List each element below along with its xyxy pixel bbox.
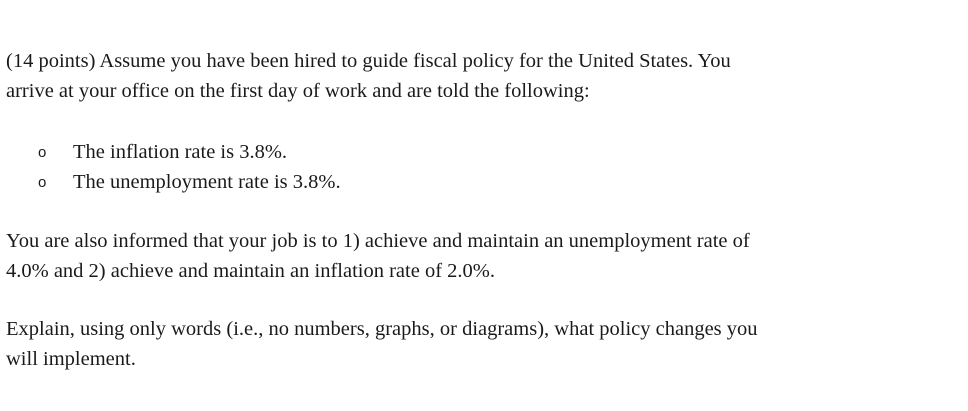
goals-line-2: 4.0% and 2) achieve and maintain an inflation rate of 2.0%. <box>6 260 495 282</box>
bullet-circle-icon: o <box>38 144 47 161</box>
given-conditions-list <box>0 137 700 197</box>
list-item-inflation <box>0 137 700 167</box>
inflation-rate-text: The inflation rate is 3.8%. <box>73 141 288 163</box>
bullet-circle-icon: o <box>38 174 47 191</box>
intro-line-1: (14 points) Assume you have been hired to guide fiscal policy for the United States. You <box>6 50 731 72</box>
goals-paragraph <box>6 226 906 286</box>
intro-line-2: arrive at your office on the first day of work and are told the following: <box>6 80 590 102</box>
goals-line-1: You are also informed that your job is to 1) achieve and maintain an unemployment rate of <box>6 230 750 252</box>
prompt-line-2: will implement. <box>6 348 136 370</box>
unemployment-rate-text: The unemployment rate is 3.8%. <box>73 171 341 193</box>
prompt-paragraph <box>6 314 906 374</box>
question-intro-paragraph <box>6 46 906 106</box>
prompt-line-1: Explain, using only words (i.e., no numbers, graphs, or diagrams), what policy changes you <box>6 318 758 340</box>
list-item-unemployment <box>0 167 700 197</box>
